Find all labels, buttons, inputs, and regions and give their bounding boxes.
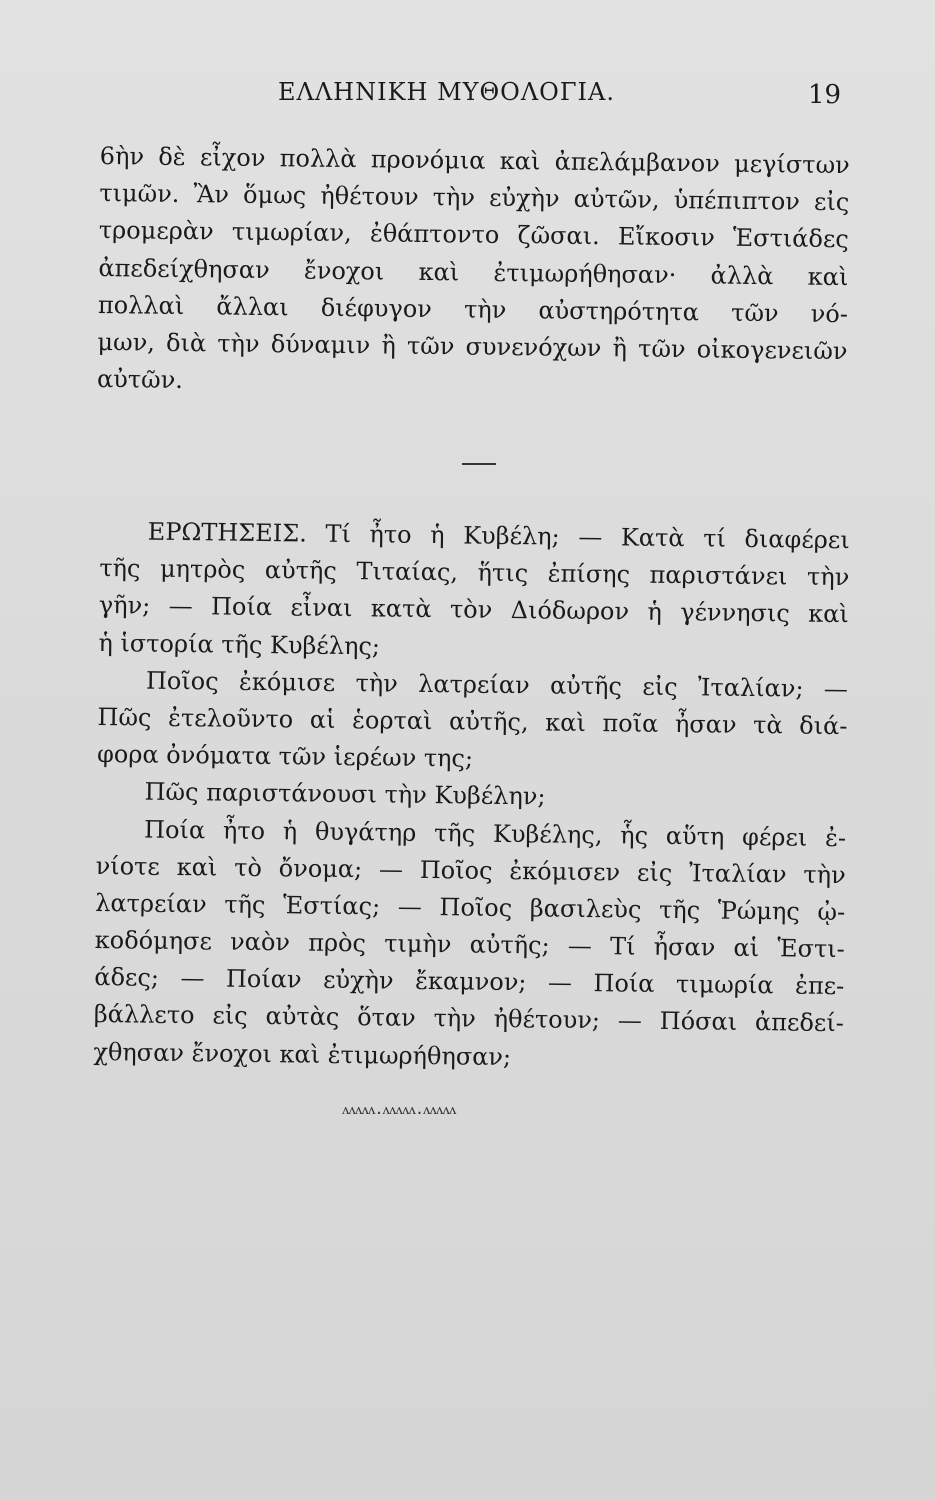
- text-line: αὐτῶν.: [96, 365, 184, 395]
- text-line: ΕΡΩΤΗΣΕΙΣ. Τί ἦτο ἡ Κυβέλη; — Κατὰ τί διαφέρει: [147, 517, 850, 555]
- text-line: 6ὴν δὲ εἶχον πολλὰ προνόμια καὶ ἀπελάμβανον μεγίστων: [99, 141, 850, 180]
- text-line: νίοτε καὶ τὸ ὄνομα; — Ποῖος ἐκόμισεν εἰς Ἰταλίαν τὴν: [95, 851, 846, 889]
- text-line: Ποία ἦτο ἡ θυγάτηρ τῆς Κυβέλης, ἧς αὕτη φέρει ἐ-: [143, 815, 847, 852]
- text-line: μων, διὰ τὴν δύναμιν ἢ τῶν συνενόχων ἢ τῶν οἰκογενειῶν: [97, 327, 848, 366]
- text-line: χθησαν ἔνοχοι καὶ ἐτιμωρήθησαν;: [93, 1037, 512, 1071]
- page-number: 19: [808, 80, 842, 110]
- text-line: Πῶς παριστάνουσι τὴν Κυβέλην;: [144, 777, 546, 811]
- text-line: γῆν; — Ποία εἶναι κατὰ τὸν Διόδωρον ἡ γέννησις καὶ: [98, 591, 849, 629]
- paragraph-continued: [97, 138, 850, 407]
- text-line: βάλλετο εἰς αὐτὰς ὅταν τὴν ἠθέτουν; — Πόσαι ἀπεδεί-: [93, 1000, 844, 1038]
- text-line: τιμῶν. Ἂν ὅμως ἠθέτουν τὴν εὐχὴν αὐτῶν, ὑπέπιπτον εἰς: [99, 179, 850, 217]
- text-line: τῆς μητρὸς αὐτῆς Τιταίας, ἥτις ἐπίσης παριστάνει τὴν: [99, 554, 850, 592]
- text-line: Ποῖος ἐκόμισε τὴν λατρείαν αὐτῆς εἰς Ἰταλίαν; —: [145, 666, 849, 703]
- text-line: τρομερὰν τιμωρίαν, ἐθάπτοντο ζῶσαι. Εἴκοσιν Ἑστιάδες: [98, 216, 849, 254]
- text-line: πολλαὶ ἄλλαι διέφυγον τὴν αὐστηρότητα τῶν νό-: [97, 290, 849, 328]
- running-head: ΕΛΛΗΝΙΚΗ ΜΥΘΟΛΟΓΙΑ.: [278, 78, 615, 106]
- text-line: κοδόμησε ναὸν πρὸς τιμὴν αὐτῆς; — Τί ἦσαν αἱ Ἑστι-: [94, 926, 845, 964]
- text-line: ἀπεδείχθησαν ἔνοχοι καὶ ἐτιμωρήθησαν· ἀλλὰ καὶ: [98, 253, 849, 291]
- text-line: άδες; — Ποίαν εὐχὴν ἔκαμνον; — Ποία τιμωρία ἐπε-: [94, 963, 845, 1001]
- section-divider: [462, 463, 496, 465]
- questions-section: [93, 513, 850, 1080]
- text-line: ἡ ἱστορία τῆς Κυβέλης;: [98, 628, 381, 660]
- end-ornament: ᴧᴧᴧᴧᴧ.ᴧᴧᴧᴧᴧ.ᴧᴧᴧᴧᴧ: [342, 1100, 456, 1118]
- text-line: φορα ὀνόματα τῶν ἱερέων της;: [96, 740, 474, 773]
- text-line: Πῶς ἐτελοῦντο αἱ ἑορταὶ αὐτῆς, καὶ ποῖα ἦσαν τὰ διά-: [97, 702, 848, 741]
- text-line: λατρείαν τῆς Ἑστίας; — Ποῖος βασιλεὺς τῆς Ῥώμης ᾠ-: [95, 888, 846, 927]
